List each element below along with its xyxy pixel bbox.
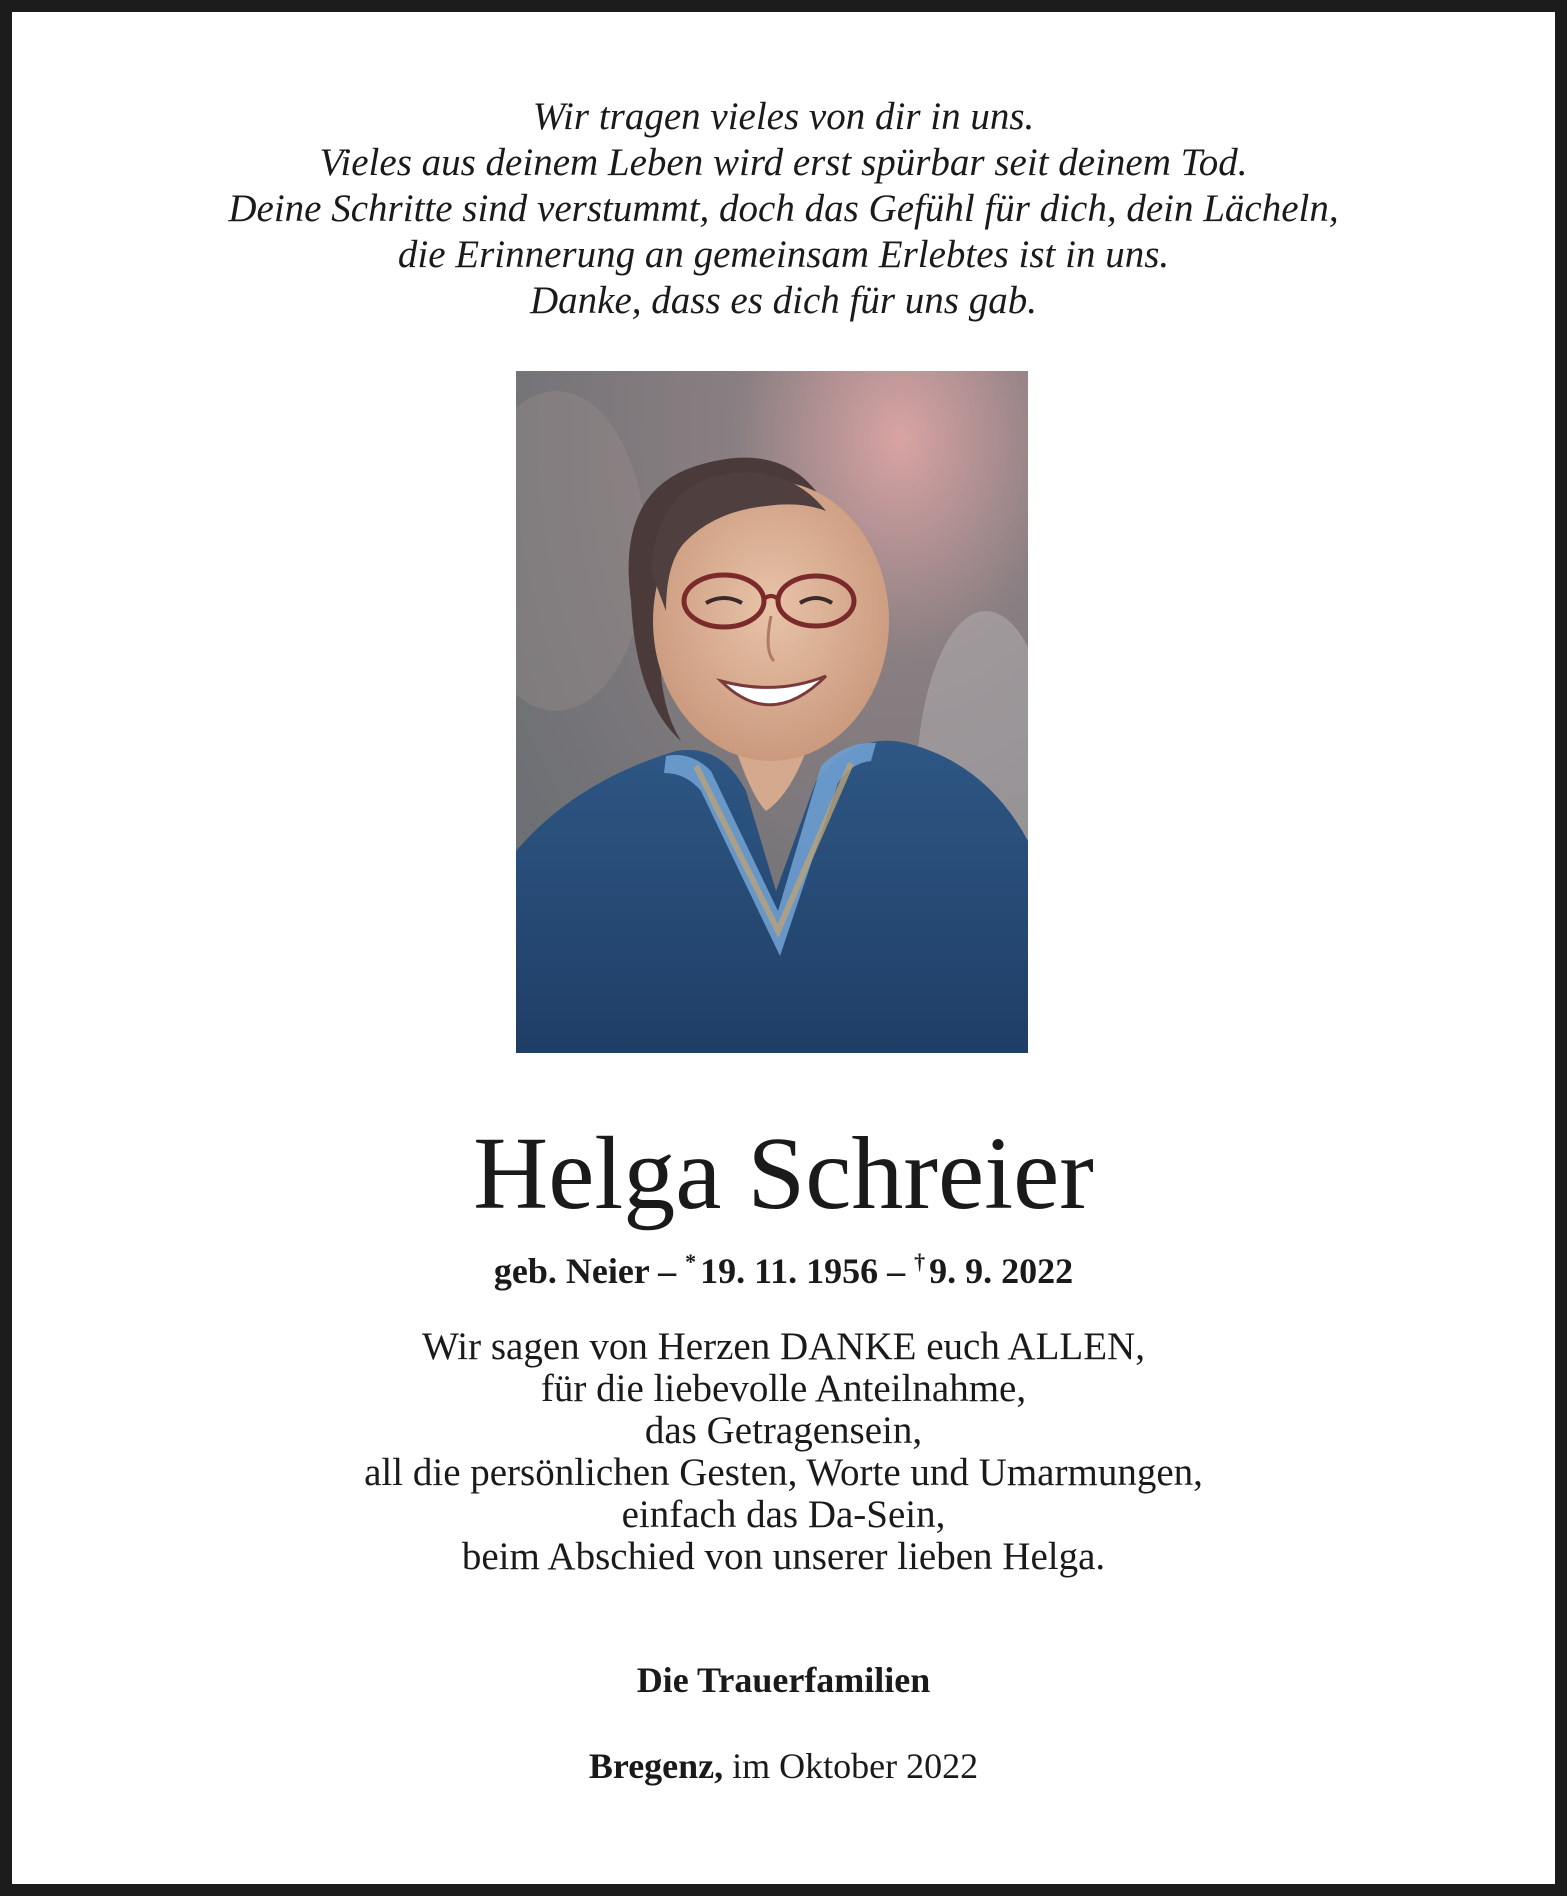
- thanks-line: beim Abschied von unserer lieben Helga.: [461, 1535, 1106, 1578]
- thanks-line: für die liebevolle Anteilnahme,: [540, 1367, 1027, 1410]
- date-text: im Oktober 2022: [732, 1746, 979, 1786]
- poem-line: Danke, dass es dich für uns gab.: [530, 279, 1037, 322]
- thanks-line: einfach das Da-Sein,: [621, 1493, 946, 1536]
- poem-line: Wir tragen vieles von dir in uns.: [532, 95, 1035, 138]
- family-signature: Die Trauerfamilien: [636, 1660, 931, 1700]
- thanks-line: Wir sagen von Herzen DANKE euch ALLEN,: [422, 1325, 1145, 1368]
- birth-name: geb. Neier: [493, 1251, 650, 1291]
- poem-line: die Erinnerung an gemeinsam Erlebtes ist in uns.: [397, 233, 1170, 276]
- birth-date: 19. 11. 1956: [700, 1251, 879, 1291]
- poem: [12, 94, 1555, 324]
- thanks-text: [12, 1326, 1555, 1578]
- separator: –: [658, 1251, 677, 1291]
- thanks-line: all die persönlichen Gesten, Worte und Umarmungen,: [364, 1451, 1203, 1494]
- death-date: 9. 9. 2022: [929, 1251, 1074, 1291]
- life-dates: [12, 1240, 1555, 1293]
- deceased-name: Helga Schreier: [473, 1116, 1094, 1231]
- poem-line: Deine Schritte sind verstummt, doch das Gefühl für dich, dein Lächeln,: [228, 187, 1339, 230]
- portrait-illustration: [516, 371, 1028, 1053]
- birth-symbol: *: [685, 1249, 697, 1274]
- poem-line: Vieles aus deinem Leben wird erst spürbar seit deinem Tod.: [319, 141, 1248, 184]
- place-date: [12, 1744, 1555, 1788]
- place-name: Bregenz,: [588, 1746, 724, 1786]
- thanks-line: das Getragensein,: [644, 1409, 923, 1452]
- portrait-photo: [516, 371, 1028, 1053]
- death-symbol: †: [914, 1249, 926, 1274]
- separator: –: [887, 1251, 906, 1291]
